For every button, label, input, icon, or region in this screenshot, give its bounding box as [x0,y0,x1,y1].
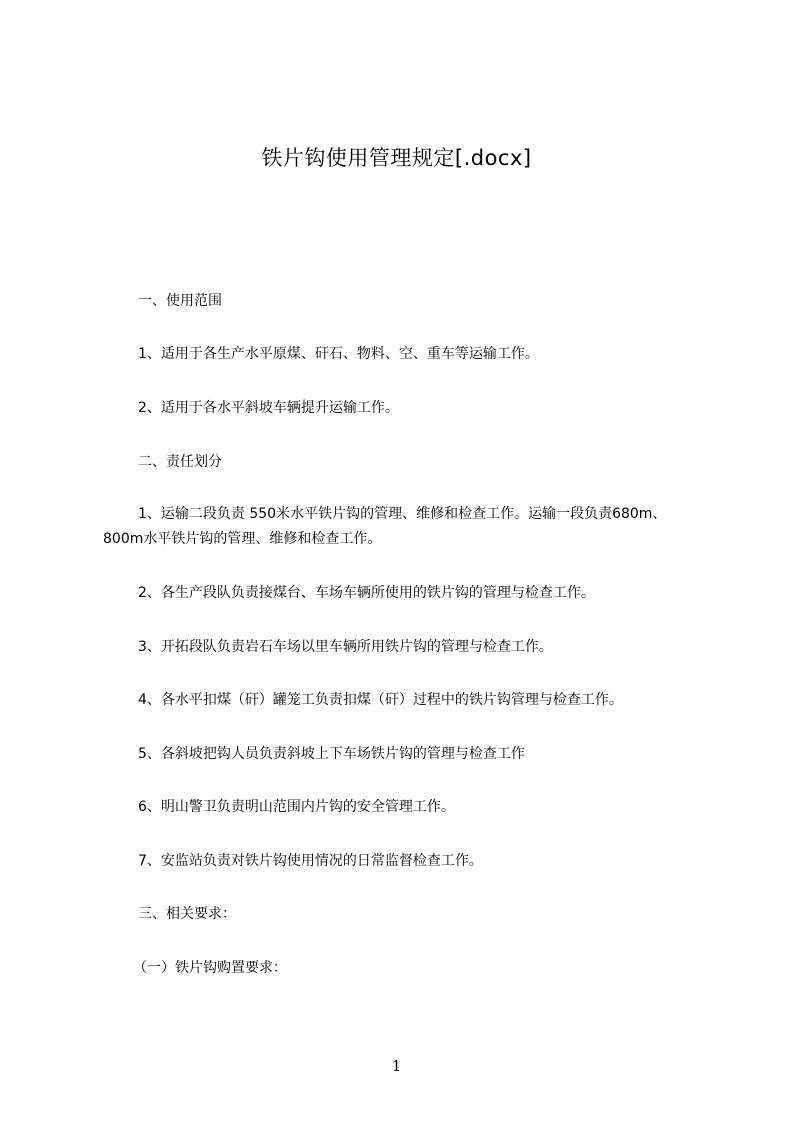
paragraph-responsibility-3: 3、开拓段队负责岩石车场以里车辆所用铁片钩的管理与检查工作。 [138,639,553,655]
section-heading-scope: 一、使用范围 [138,293,222,309]
paragraph-responsibility-5: 5、各斜坡把钩人员负责斜坡上下车场铁片钩的管理与检查工作 [138,746,525,762]
section-heading-requirements: 三、相关要求： [138,906,236,922]
paragraph-responsibility-6: 6、明山警卫负责明山范围内片钩的安全管理工作。 [138,799,455,815]
paragraph-responsibility-4: 4、各水平扣煤（矸）罐笼工负责扣煤（矸）过程中的铁片钩管理与检查工作。 [138,692,623,708]
paragraph-scope-2: 2、适用于各水平斜坡车辆提升运输工作。 [138,400,399,416]
paragraph-responsibility-2: 2、各生产段队负责接煤台、车场车辆所使用的铁片钩的管理与检查工作。 [138,585,595,601]
paragraph-responsibility-7: 7、安监站负责对铁片钩使用情况的日常监督检查工作。 [138,853,483,869]
paragraph-responsibility-1: 1、运输二段负责 550米水平铁片钩的管理、维修和检查工作。运输一段负责680m、 800m水平铁片钩的管理、维修和检查工作。 [103,506,667,547]
document-title: 铁片钩使用管理规定[.docx] [261,146,532,170]
paragraph-scope-1: 1、适用于各生产水平原煤、矸石、物料、空、重车等运输工作。 [138,346,539,362]
page-number: 1 [391,1057,402,1075]
section-heading-responsibility: 二、责任划分 [138,454,222,470]
subsection-heading-purchase: （一）铁片钩购置要求： [133,960,287,976]
